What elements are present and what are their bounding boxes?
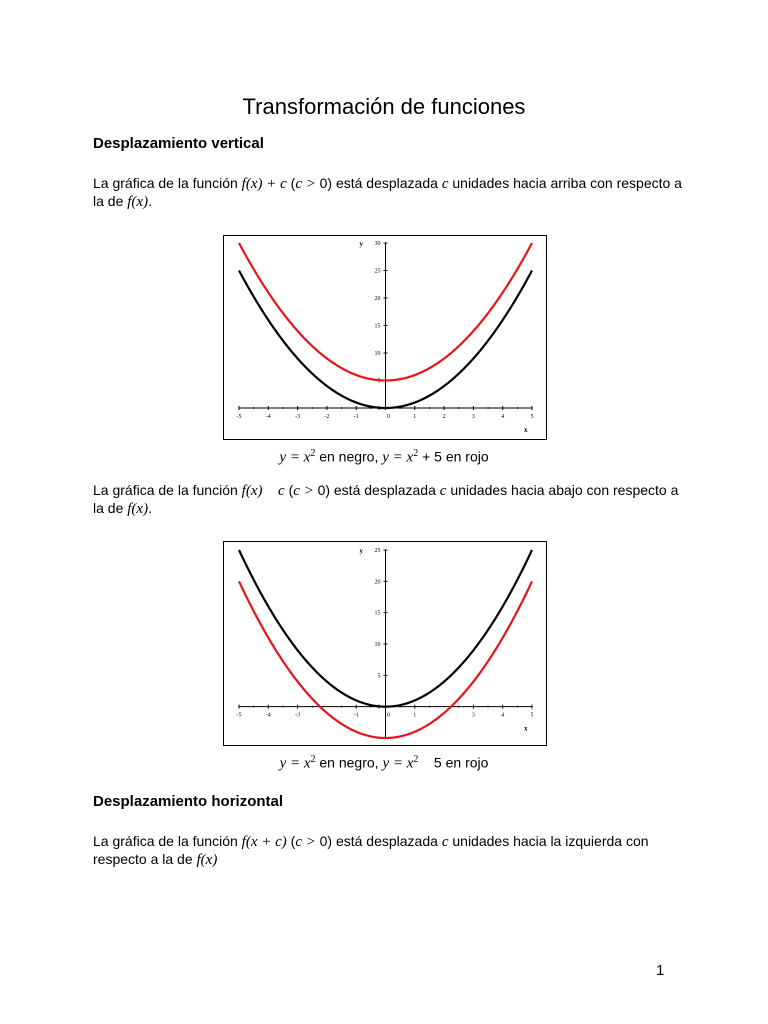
text: ( bbox=[286, 175, 296, 191]
text: unidades hacia la izquierda con respecto a la de bbox=[93, 833, 649, 867]
y-tick-label: 5 bbox=[377, 673, 381, 680]
chart-downward-shift bbox=[223, 541, 547, 746]
chart-downward-shift-svg bbox=[224, 542, 546, 745]
math-fx: f(x) bbox=[196, 852, 218, 868]
page-title: Transformación de funciones bbox=[242, 94, 526, 119]
y-tick-label: 20 bbox=[374, 296, 381, 302]
text: unidades hacia abajo con respecto a la de bbox=[93, 482, 679, 516]
exponent: 2 bbox=[310, 754, 316, 765]
x-tick-label: 5 bbox=[530, 712, 534, 719]
math-c-gt: c > bbox=[293, 483, 318, 499]
caption-text: en negro, bbox=[315, 448, 383, 465]
y-tick-label: 10 bbox=[374, 642, 381, 648]
text bbox=[262, 482, 278, 498]
math-y-eq-x: y = x bbox=[279, 449, 311, 466]
text: 0) está desplazada bbox=[319, 175, 442, 191]
section-heading-vertical: Desplazamiento vertical bbox=[93, 135, 264, 152]
y-tick-label: 20 bbox=[374, 579, 381, 586]
x-tick-label: 3 bbox=[471, 712, 475, 719]
x-tick-label: 1 bbox=[413, 712, 417, 719]
math-y-eq-x: y = x bbox=[279, 755, 311, 772]
y-axis-label: y bbox=[359, 547, 363, 555]
x-tick-label: -3 bbox=[295, 414, 301, 420]
math-fx-plus-c: f(x + c) bbox=[241, 834, 287, 850]
math-c: c bbox=[439, 483, 447, 499]
chart-upward-shift-svg bbox=[224, 236, 546, 439]
x-tick-label: 1 bbox=[413, 414, 417, 420]
x-axis-label: x bbox=[524, 426, 528, 434]
text: 0) está desplazada bbox=[317, 482, 440, 498]
x-tick-label: 3 bbox=[471, 414, 475, 420]
x-tick-label: -4 bbox=[265, 414, 271, 420]
text: . bbox=[148, 500, 152, 516]
x-axis-label: x bbox=[524, 724, 528, 733]
math-y-eq-x: y = x bbox=[382, 449, 414, 466]
math-plus-c: + c bbox=[262, 176, 287, 192]
x-tick-label: 0 bbox=[387, 712, 390, 719]
x-tick-label: 5 bbox=[530, 414, 534, 420]
section-heading-horizontal: Desplazamiento horizontal bbox=[93, 793, 284, 810]
y-tick-label: 15 bbox=[374, 323, 381, 330]
math-y-eq-x: y = x bbox=[382, 755, 414, 772]
chart-upward-shift bbox=[223, 235, 547, 440]
text: ( bbox=[284, 482, 294, 498]
text: La gráfica de la función bbox=[93, 175, 242, 191]
y-tick-label: 25 bbox=[374, 268, 381, 275]
caption-text: + 5 en rojo bbox=[418, 448, 489, 465]
y-tick-label: 30 bbox=[374, 241, 381, 247]
y-axis-label: y bbox=[359, 240, 363, 248]
paragraph-downward-shift bbox=[93, 482, 693, 518]
x-tick-label: -3 bbox=[295, 712, 301, 719]
exponent: 2 bbox=[310, 448, 316, 459]
x-tick-label: 4 bbox=[501, 414, 505, 420]
x-tick-label: 2 bbox=[442, 414, 446, 420]
text: ( bbox=[286, 833, 296, 849]
math-fx: f(x) bbox=[127, 501, 149, 517]
page-number: 1 bbox=[656, 962, 665, 979]
y-tick-label: 0 bbox=[377, 704, 381, 711]
y-tick-label: 15 bbox=[374, 610, 381, 617]
math-c: c bbox=[278, 483, 285, 499]
y-tick-label: 0 bbox=[377, 406, 381, 412]
text: La gráfica de la función bbox=[93, 482, 242, 498]
math-c-gt: c > bbox=[295, 176, 320, 192]
math-c: c bbox=[441, 834, 449, 850]
y-tick-label: 25 bbox=[374, 548, 381, 554]
x-tick-label: -2 bbox=[324, 414, 330, 420]
x-tick-label: 4 bbox=[501, 712, 505, 719]
math-fx: f(x) bbox=[127, 194, 149, 210]
math-fx: f(x) bbox=[241, 176, 263, 192]
x-tick-label: -4 bbox=[265, 712, 271, 719]
text: La gráfica de la función bbox=[93, 833, 242, 849]
text: 0) está desplazada bbox=[319, 833, 442, 849]
text: unidades hacia arriba con respecto a la de bbox=[93, 175, 682, 209]
exponent: 2 bbox=[413, 754, 419, 765]
exponent: 2 bbox=[413, 448, 419, 459]
math-c-gt: c > bbox=[295, 834, 320, 850]
text: . bbox=[148, 193, 152, 209]
y-tick-label: 10 bbox=[374, 351, 381, 357]
caption-text: en negro, bbox=[315, 754, 383, 771]
x-tick-label: -1 bbox=[353, 414, 359, 420]
x-tick-label: 0 bbox=[387, 414, 390, 420]
x-tick-label: -5 bbox=[236, 414, 242, 420]
math-fx: f(x) bbox=[241, 483, 263, 499]
caption-downward-shift bbox=[0, 754, 768, 773]
paragraph-upward-shift bbox=[93, 175, 693, 211]
y-tick-label: 5 bbox=[377, 378, 381, 385]
math-c: c bbox=[441, 176, 449, 192]
caption-upward-shift bbox=[0, 448, 768, 467]
x-tick-label: -1 bbox=[353, 712, 359, 719]
caption-text: 5 en rojo bbox=[418, 754, 489, 771]
paragraph-left-shift bbox=[93, 833, 693, 869]
x-tick-label: -5 bbox=[236, 712, 242, 719]
